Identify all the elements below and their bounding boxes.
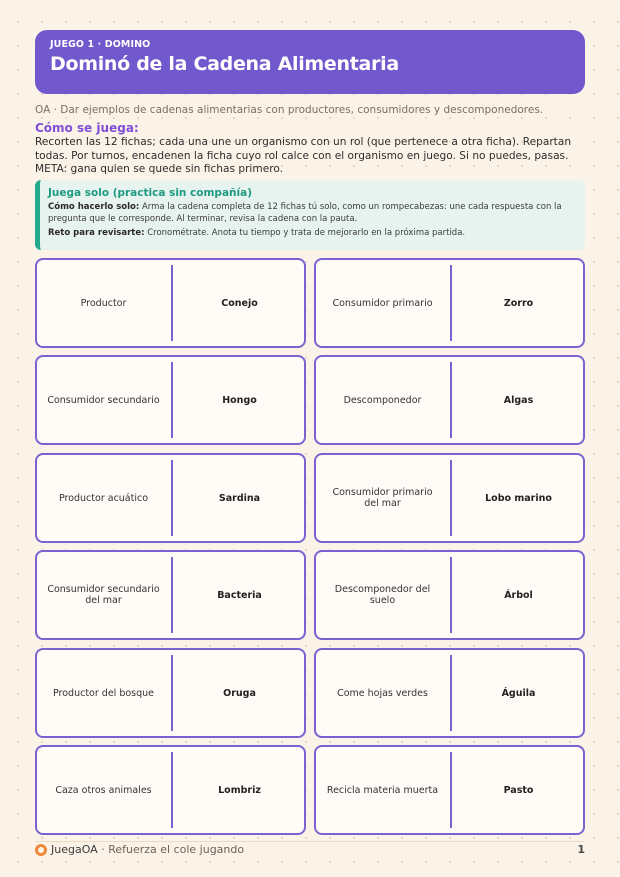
domino-organism: Algas [503, 394, 534, 406]
brand-tagline: · Refuerza el cole jugando [97, 843, 245, 856]
domino-organism: Oruga [223, 687, 256, 699]
learning-objective: OA · Dar ejemplos de cadenas alimentarias con productores, consumidores y descomponedores. [35, 104, 544, 116]
solo-how-line [48, 201, 575, 225]
domino-card[interactable] [35, 453, 306, 543]
domino-role: Caza otros animales [55, 784, 152, 796]
how-to-play-text: Recorten las 12 fichas; cada una une un organismo con un rol (que pertenece a otra ficha). Repartan todas. Por turnos, encadenen la ficha cuyo rol calce con el organismo en juego. Si no puedes, pasas. META: gana quien se quede sin fichas primero. [35, 136, 572, 175]
domino-organism: Lobo marino [485, 492, 552, 504]
domino-organism: Sardina [218, 492, 261, 504]
domino-role: Consumidor secundario del mar [47, 584, 160, 606]
domino-organism: Lombriz [218, 784, 261, 796]
domino-organism: Pasto [503, 784, 534, 796]
domino-role: Descomponedor [343, 394, 422, 406]
domino-role: Come hojas verdes [337, 687, 428, 699]
domino-role: Productor acuático [58, 492, 149, 504]
solo-challenge-text: Cronométrate. Anota tu tiempo y trata de mejorarlo en la próxima partida. [144, 228, 466, 238]
page-footer [35, 843, 585, 859]
page-number: 1 [577, 843, 585, 856]
domino-card[interactable] [314, 550, 585, 640]
game-kicker: JUEGO 1 · DOMINO [50, 39, 151, 50]
solo-challenge-line [48, 227, 575, 239]
solo-challenge-label: Reto para revisarte: [48, 228, 145, 238]
footer-divider [35, 841, 585, 842]
page-title: Dominó de la Cadena Alimentaria [50, 53, 399, 75]
domino-role: Consumidor primario del mar [332, 487, 433, 509]
title-banner [35, 30, 585, 94]
domino-organism: Bacteria [217, 589, 262, 601]
domino-card[interactable] [35, 648, 306, 738]
domino-organism: Conejo [221, 297, 258, 309]
domino-card[interactable] [314, 453, 585, 543]
domino-card[interactable] [35, 550, 306, 640]
domino-card[interactable] [35, 355, 306, 445]
domino-organism: Águila [501, 687, 536, 699]
domino-card[interactable] [35, 745, 306, 835]
orange-ring-logo-icon [35, 844, 47, 856]
domino-card[interactable] [314, 355, 585, 445]
domino-card[interactable] [314, 648, 585, 738]
solo-play-callout [35, 180, 585, 250]
domino-role: Consumidor secundario [47, 394, 160, 406]
domino-card[interactable] [314, 745, 585, 835]
footer-brand [51, 843, 244, 856]
domino-role: Productor [80, 297, 127, 309]
domino-organism: Árbol [504, 589, 533, 601]
domino-card[interactable] [314, 258, 585, 348]
domino-role: Productor del bosque [52, 687, 155, 699]
domino-organism: Hongo [222, 394, 257, 406]
domino-role: Recicla materia muerta [326, 784, 439, 796]
solo-play-heading: Juega solo (practica sin compañía) [48, 187, 252, 199]
domino-role: Consumidor primario [332, 297, 433, 309]
solo-how-text: Arma la cadena completa de 12 fichas tú solo, como un rompecabezas: une cada respuesta con la pregunta que le corresponde. Al terminar, revisa la cadena con la pauta. [48, 202, 562, 224]
domino-role: Descomponedor del suelo [334, 584, 431, 606]
brand-name: JuegaOA [51, 843, 98, 856]
domino-organism: Zorro [503, 297, 534, 309]
how-to-play-heading: Cómo se juega: [35, 121, 139, 135]
domino-card[interactable] [35, 258, 306, 348]
solo-how-label: Cómo hacerlo solo: [48, 202, 140, 212]
